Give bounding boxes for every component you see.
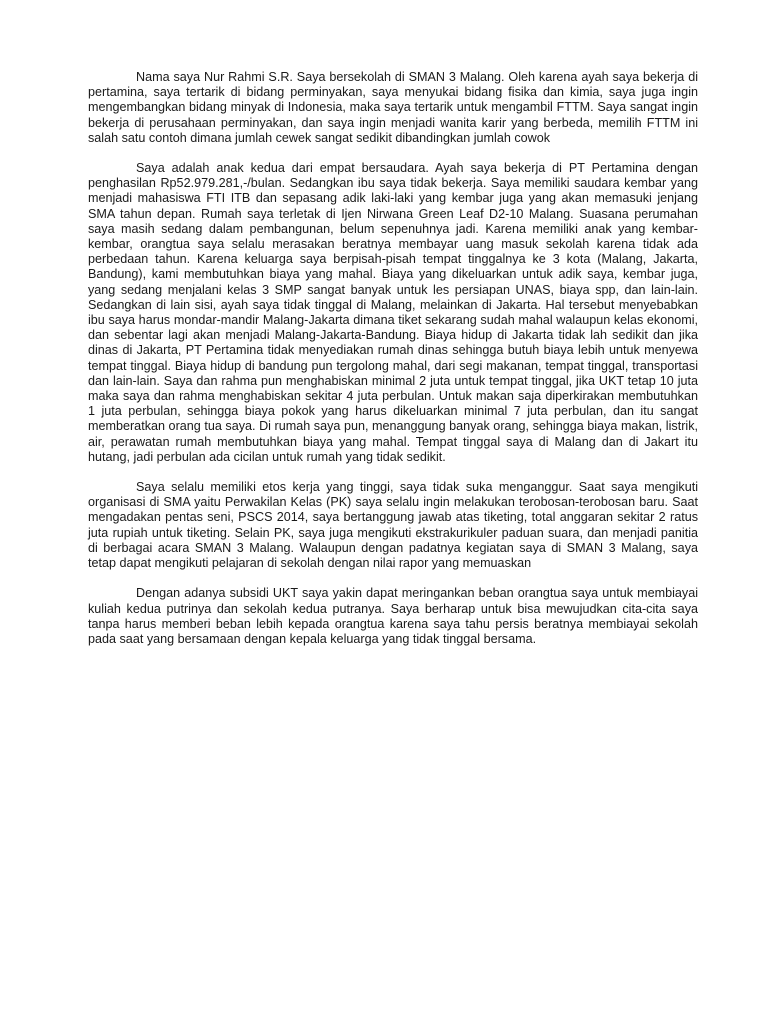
paragraph-4: Dengan adanya subsidi UKT saya yakin dapat meringankan beban orangtua saya untuk membiayai kuliah kedua putrinya dan sekolah kedua putranya. Saya berharap untuk bisa mewujudkan cita-cita saya tanpa harus memberi beban lebih kepada orangtua karena saya tahu persis beratnya membiayai sekolah pada saat yang bersamaan dengan kepala keluarga yang tidak tinggal bersama.	[88, 586, 698, 646]
paragraph-3: Saya selalu memiliki etos kerja yang tinggi, saya tidak suka menganggur. Saat saya mengikuti organisasi di SMA yaitu Perwakilan Kelas (PK) saya selalu ingin melakukan terobosan-terobosan baru. Saat mengadakan pentas seni, PSCS 2014, saya bertanggung jawab atas tiketing, total anggaran sekitar 2 ratus juta rupiah untuk tiketing. Selain PK, saya juga mengikuti ekstrakurikuler paduan suara, dan menjadi panitia di berbagai acara SMAN 3 Malang. Walaupun dengan padatnya kegiatan saya di SMAN 3 Malang, saya tetap dapat mengikuti pelajaran di sekolah dengan nilai rapor yang memuaskan	[88, 480, 698, 571]
paragraph-2: Saya adalah anak kedua dari empat bersaudara. Ayah saya bekerja di PT Pertamina dengan penghasilan Rp52.979.281,-/bulan. Sedangkan ibu saya tidak bekerja. Saya memiliki saudara kembar yang menjadi mahasiswa FTI ITB dan sepasang adik laki-laki yang kembar juga yang akan memasuki jenjang SMA tahun depan. Rumah saya terletak di Ijen Nirwana Green Leaf D2-10 Malang. Suasana perumahan saya masih sedang dalam pembangunan, belum sepenuhnya jadi. Karena memiliki anak yang kembar-kembar, orangtua saya selalu merasakan beratnya membayar uang masuk sekolah karena tidak ada perbedaan tahun. Karena keluarga saya berpisah-pisah tempat tinggalnya ke 3 kota (Malang, Jakarta, Bandung), kami membutuhkan biaya yang mahal. Biaya yang dikeluarkan untuk adik saya, kembar juga, yang sedang menjalani kelas 3 SMP sangat banyak untuk les persiapan UNAS, biaya spp, dan lain-lain. Sedangkan di lain sisi, ayah saya tidak tinggal di Malang, melainkan di Jakarta. Hal tersebut menyebabkan ibu saya harus mondar-mandir Malang-Jakarta dimana tiket sekarang sudah mahal walaupun kelas ekonomi, dan sebentar lagi akan menjadi Malang-Jakarta-Bandung. Biaya hidup di Jakarta tidak lah sedikit dan jika dinas di Jakarta, PT Pertamina tidak menyediakan rumah dinas sehingga butuh biaya lebih untuk menyewa tempat tinggal. Biaya hidup di bandung pun tergolong mahal, dari segi makanan, tempat tinggal, transportasi dan lain-lain. Saya dan rahma pun menghabiskan minimal 2 juta untuk tempat tinggal, jika UKT tetap 10 juta maka saya dan rahma menghabiskan sekitar 4 juta perbulan. Untuk makan saja diperkirakan membutuhkan 1 juta perbulan, sehingga biaya pokok yang harus dikeluarkan minimal 7 juta perbulan, dan itu sangat memberatkan orang tua saya. Di rumah saya pun, menanggung banyak orang, sehingga biaya makan, listrik, air, perawatan rumah membutuhkan biaya yang mahal. Tempat tinggal saya di Malang dan di Jakart itu hutang, jadi perbulan ada cicilan untuk rumah yang tidak sedikit.	[88, 161, 698, 464]
document-page	[88, 70, 698, 662]
paragraph-1: Nama saya Nur Rahmi S.R. Saya bersekolah di SMAN 3 Malang. Oleh karena ayah saya bekerja di pertamina, saya tertarik di bidang perminyakan, saya menyukai bidang fisika dan kimia, saya juga ingin mengembangkan bidang minyak di Indonesia, maka saya tertarik untuk mengambil FTTM. Saya sangat ingin bekerja di perusahaan perminyakan, dan saya ingin menjadi wanita karir yang berbeda, memilih FTTM ini salah satu contoh dimana jumlah cewek sangat sedikit dibandingkan jumlah cowok	[88, 70, 698, 145]
